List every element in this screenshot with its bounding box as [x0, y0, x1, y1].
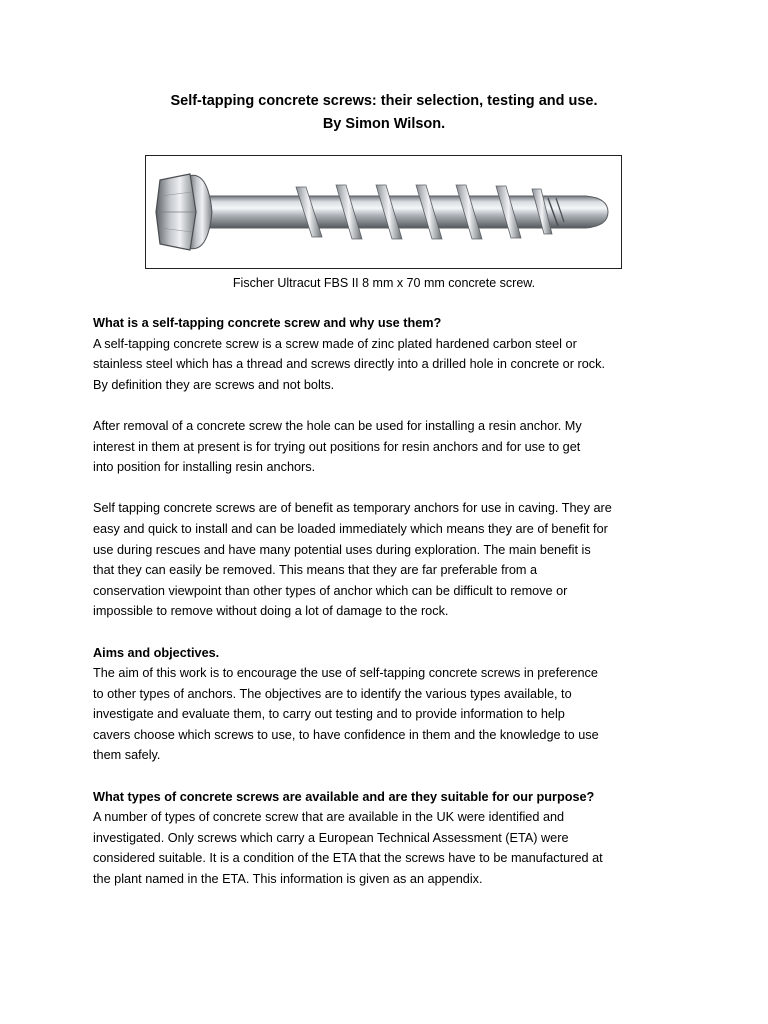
text-line: investigated. Only screws which carry a European Technical Assessment (ETA) were	[93, 830, 569, 845]
text-line: into position for installing resin anchors.	[93, 460, 316, 475]
paragraph	[93, 416, 683, 478]
section-what-is	[93, 313, 683, 622]
title-block	[0, 90, 768, 136]
text-line: The aim of this work is to encourage the use of self-tapping concrete screws in preference	[93, 666, 598, 681]
section-heading: What types of concrete screws are available and are they suitable for our purpose?	[93, 789, 595, 804]
concrete-screw-illustration	[146, 156, 620, 267]
text-line: Self tapping concrete screws are of benefit as temporary anchors for use in caving. They are	[93, 501, 612, 516]
paragraph	[93, 807, 683, 889]
figure-caption: Fischer Ultracut FBS II 8 mm x 70 mm concrete screw.	[232, 276, 536, 290]
text-line: interest in them at present is for trying out positions for resin anchors and for use to get	[93, 439, 581, 454]
paragraph	[93, 663, 683, 766]
text-line: them safely.	[93, 748, 161, 763]
text-line: easy and quick to install and can be loaded immediately which means they are of benefit for	[93, 521, 608, 536]
text-line: impossible to remove without doing a lot of damage to the rock.	[93, 604, 449, 619]
text-line: After removal of a concrete screw the hole can be used for installing a resin anchor. My	[93, 418, 582, 433]
text-line: use during rescues and have many potential uses during exploration. The main benefit is	[93, 542, 591, 557]
section-types	[93, 787, 683, 890]
text-line: stainless steel which has a thread and screws directly into a drilled hole in concrete or rock.	[93, 357, 605, 372]
document-title: Self-tapping concrete screws: their selection, testing and use.	[170, 93, 598, 109]
text-line: By definition they are screws and not bolts.	[93, 377, 335, 392]
paragraph	[93, 498, 683, 622]
section-heading: Aims and objectives.	[93, 645, 220, 660]
text-line: the plant named in the ETA. This information is given as an appendix.	[93, 872, 483, 887]
text-line: that they can easily be removed. This means that they are far preferable from a	[93, 563, 538, 578]
text-line: A self-tapping concrete screw is a screw made of zinc plated hardened carbon steel or	[93, 336, 577, 351]
text-line: to other types of anchors. The objectives are to identify the various types available, to	[93, 686, 572, 701]
text-line: A number of types of concrete screw that are available in the UK were identified and	[93, 810, 565, 825]
paragraph	[93, 334, 683, 396]
screw-photo	[145, 155, 622, 269]
section-aims	[93, 643, 683, 767]
text-line: cavers choose which screws to use, to have confidence in them and the knowledge to use	[93, 727, 599, 742]
document-body	[93, 313, 683, 910]
text-line: investigate and evaluate them, to carry out testing and to provide information to help	[93, 707, 565, 722]
document-author: By Simon Wilson.	[322, 116, 446, 132]
text-line: considered suitable. It is a condition of the ETA that the screws have to be manufactured at	[93, 851, 603, 866]
section-heading: What is a self-tapping concrete screw and why use them?	[93, 316, 442, 330]
text-line: conservation viewpoint than other types of anchor which can be difficult to remove or	[93, 583, 568, 598]
